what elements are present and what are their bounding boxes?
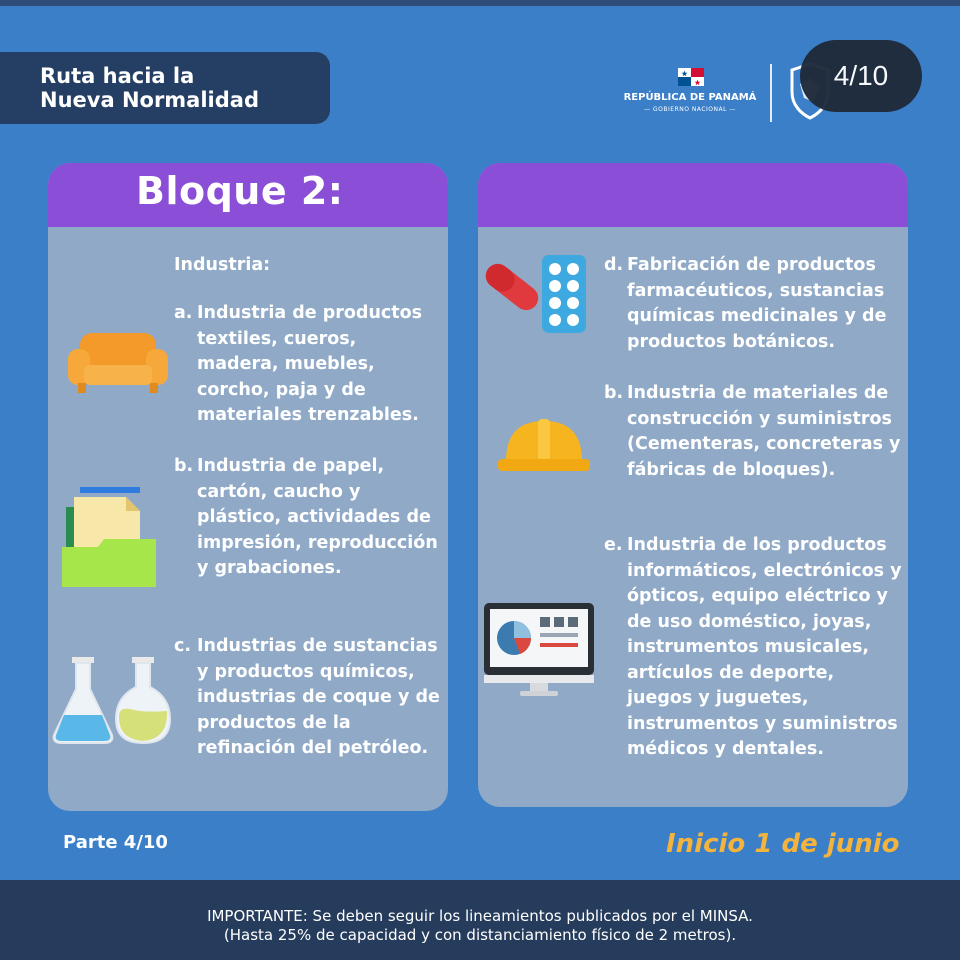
left-card-header — [48, 163, 448, 227]
title-banner — [0, 52, 330, 124]
start-date-label: Inicio 1 de junio — [666, 829, 900, 859]
gov-name: REPÚBLICA DE PANAMÁ — [623, 92, 757, 103]
computer-monitor-icon — [482, 601, 596, 699]
item-letter: c. — [174, 636, 192, 656]
left-card — [48, 163, 448, 811]
government-logo — [620, 68, 760, 120]
item-text: Industria de productos textiles, cueros, madera, muebles, corcho, paja y de materiales trenzables. — [197, 303, 423, 425]
item-letter: e. — [604, 535, 623, 555]
list-item-c — [174, 634, 440, 762]
list-item-b2 — [604, 381, 904, 483]
list-item-b — [174, 454, 440, 582]
pills-icon — [480, 251, 592, 337]
item-text: Fabricación de productos farmacéuticos, sustancias químicas medicinales y de productos botánicos. — [627, 255, 887, 352]
paper-folder-icon — [60, 483, 160, 593]
top-frame — [0, 0, 960, 6]
list-item-e — [604, 533, 904, 763]
chemistry-flasks-icon — [50, 653, 174, 749]
item-letter: b. — [604, 383, 624, 403]
logo-divider — [770, 64, 772, 122]
item-letter: b. — [174, 456, 194, 476]
notice-line-2: (Hasta 25% de capacidad y con distanciamiento físico de 2 metros). — [223, 926, 737, 944]
important-notice — [0, 907, 960, 945]
sofa-icon — [66, 327, 170, 397]
bloque-title: Bloque 2: — [136, 169, 344, 213]
right-card-header — [478, 163, 908, 227]
item-text: Industria de materiales de construcción y suministros (Cementeras, concreteras y fábricas de bloques). — [627, 383, 901, 480]
notice-line-1: IMPORTANTE: Se deben seguir los lineamientos publicados por el MINSA. — [207, 907, 753, 925]
title-line-2: Nueva Normalidad — [40, 88, 259, 112]
item-letter: d. — [604, 255, 624, 275]
title-line-1: Ruta hacia la — [40, 64, 195, 88]
item-text: Industrias de sustancias y productos químicos, industrias de coque y de productos de la refinación del petróleo. — [197, 636, 440, 758]
item-letter: a. — [174, 303, 193, 323]
panama-flag-icon — [678, 68, 704, 86]
part-label: Parte 4/10 — [63, 832, 168, 853]
right-card — [478, 163, 908, 807]
page-indicator-badge: 4/10 — [800, 40, 922, 112]
hard-hat-icon — [496, 415, 592, 477]
gov-subtitle: — GOBIERNO NACIONAL — — [644, 106, 736, 113]
list-item-a — [174, 301, 436, 429]
industry-intro: Industria: — [174, 255, 271, 275]
item-text: Industria de los productos informáticos, electrónicos y ópticos, equipo eléctrico y de uso doméstico, joyas, instrumentos musicales, artículos de deporte, juegos y juguetes, instrumentos y suministros médicos y dentales. — [627, 535, 902, 759]
item-text: Industria de papel, cartón, caucho y plástico, actividades de impresión, reproducción y grabaciones. — [197, 456, 438, 578]
list-item-d — [604, 253, 904, 355]
